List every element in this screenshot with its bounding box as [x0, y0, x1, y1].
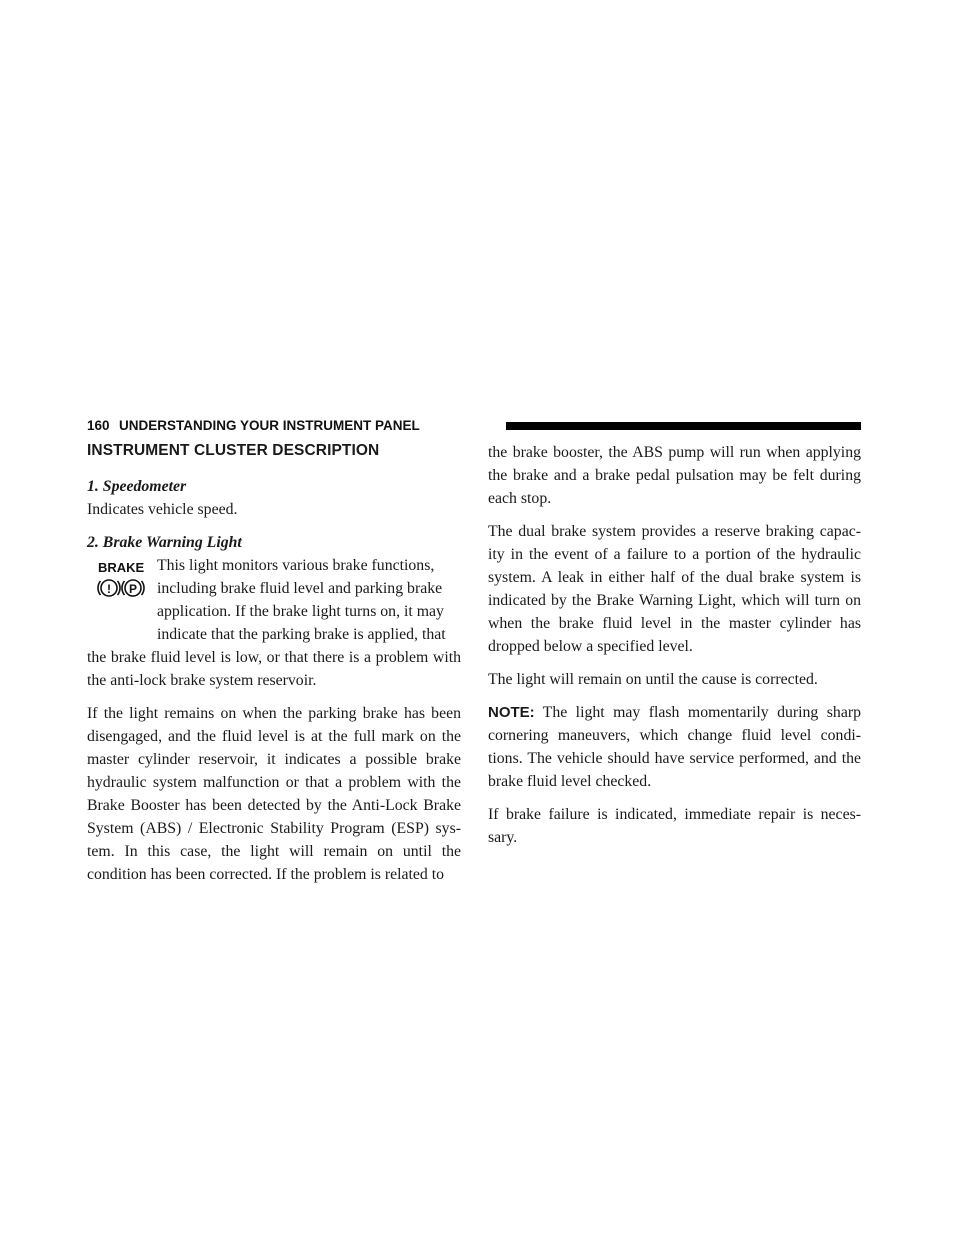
brake-line-3: indicate that the parking brake is applied, that — [157, 626, 446, 643]
brake-warning-block — [87, 554, 461, 692]
right-paragraph-4: If brake failure is indicated, immediate repair is neces- sary. — [488, 806, 861, 846]
brake-icon-exclamation: ! — [107, 582, 111, 596]
brake-line-0: This light monitors various brake functions, — [157, 557, 435, 574]
right-paragraph-2: The dual brake system provides a reserve braking capac- ity in the event of a failure to a portion of the hydraulic system. A leak in either half of the dual brake system is indicated by the Brake Warning Light, which will turn on when the brake fluid level in the master cylinder has dropped below a specified level. — [488, 523, 861, 655]
right-column — [488, 441, 861, 849]
brake-warning-text-cont: the brake fluid level is low, or that there is a problem with the anti-lock brake system reservoir. — [87, 649, 461, 689]
speedometer-title: 1. Speedometer — [87, 478, 187, 495]
note-label: NOTE: — [488, 704, 535, 721]
left-paragraph-2: If the light remains on when the parking brake has been disengaged, and the fluid level is at the full mark on the master cylinder reservoir, it indicates a possible brake hydraulic system malfunction or that a problem with the Brake Booster has been detected by the Anti-Lock Brake System (ABS) / Electronic Stability Program (ESP) sys- tem. In this case, the light will remain on until the condition has been corrected. If the problem is related to — [87, 705, 461, 883]
note-paragraph — [488, 701, 861, 793]
brake-icon-label: BRAKE — [98, 560, 145, 575]
header-rule — [506, 422, 861, 430]
brake-line-1: including brake fluid level and parking brake — [157, 580, 443, 597]
left-column — [87, 441, 461, 886]
main-heading: INSTRUMENT CLUSTER DESCRIPTION — [87, 442, 380, 459]
brake-warning-title: 2. Brake Warning Light — [87, 534, 242, 551]
note-text: The light may flash momentarily during sharp cornering maneuvers, which change fluid level condi- tions. The vehicle should have service performed, and the brake fluid level checked. — [488, 704, 861, 790]
section-title: UNDERSTANDING YOUR INSTRUMENT PANEL — [119, 418, 420, 433]
brake-line-2: application. If the brake light turns on, it may — [157, 603, 444, 620]
right-paragraph-1: the brake booster, the ABS pump will run when applying the brake and a brake pedal pulsation may be felt during each stop. — [488, 444, 861, 507]
page-header — [87, 416, 861, 436]
brake-warning-intro — [157, 554, 461, 646]
page-number: 160 — [87, 418, 110, 433]
right-paragraph-3: The light will remain on until the cause is corrected. — [488, 671, 818, 688]
speedometer-text: Indicates vehicle speed. — [87, 501, 238, 518]
brake-warning-icon — [87, 554, 147, 616]
brake-icon-p: P — [128, 582, 138, 596]
